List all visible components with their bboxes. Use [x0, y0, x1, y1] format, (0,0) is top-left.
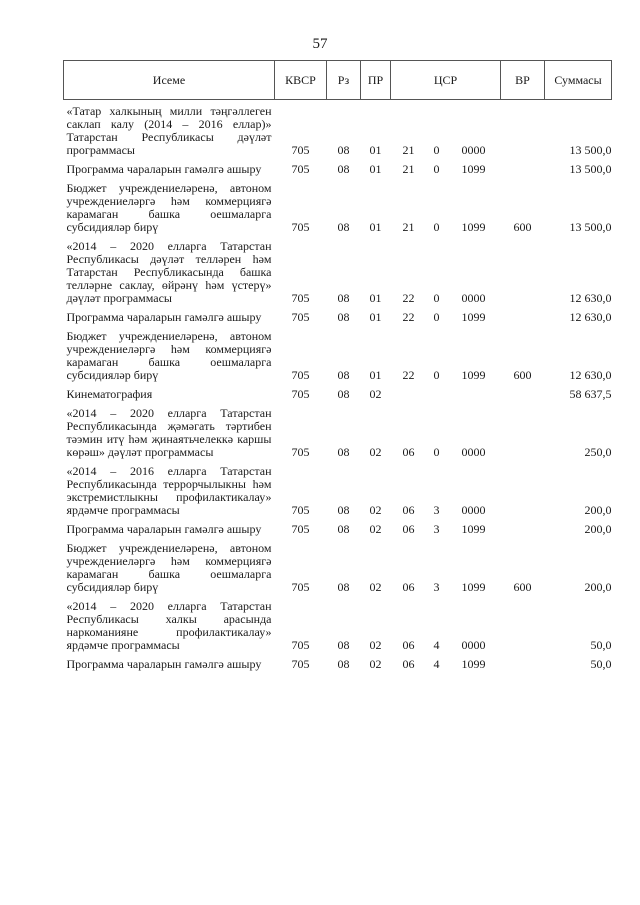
table-row	[64, 383, 612, 402]
cell-csr1: 21	[402, 220, 415, 234]
header-csr: ЦСР	[391, 61, 501, 100]
cell-csr3: 1099	[461, 657, 486, 671]
cell-vr: 600	[513, 220, 532, 234]
cell-vr	[501, 402, 545, 460]
cell-csr2: 3	[433, 580, 440, 594]
cell-name: Бюджет учреждениеләренә, автоном учреждениеләргә һәм коммерциягә карамаган башка оешмаларга субсидияләр бирү	[66, 329, 272, 382]
cell-pr: 02	[369, 445, 382, 459]
cell-sum: 12 630,0	[569, 310, 612, 324]
cell-rz: 08	[337, 143, 350, 157]
cell-name: «2014 – 2020 елларга Татарстан Республикасы халкы арасында наркоманияне профилактикалау» ярдәмче программасы	[66, 599, 272, 652]
cell-name: Кинематография	[66, 387, 153, 401]
cell-kvsr: 705	[291, 522, 310, 536]
budget-table	[63, 60, 612, 672]
header-sum: Суммасы	[545, 61, 612, 100]
cell-name: «Татар халкының милли тәңгәллеген саклап калу (2014 – 2016 еллар)» Татарстан Республикасы дәүләт программасы	[66, 104, 272, 157]
cell-name: «2014 – 2020 елларга Татарстан Республикасы дәүләт телләрен һәм Татарстан Республикасында башка телләрне саклау, өйрәнү һәм үстерү» дәүләт программасы	[66, 239, 272, 305]
cell-csr3: 0000	[461, 143, 486, 157]
cell-vr	[501, 383, 545, 402]
cell-csr2: 0	[433, 445, 440, 459]
table-row	[64, 158, 612, 177]
cell-kvsr: 705	[291, 580, 310, 594]
cell-csr3: 1099	[461, 522, 486, 536]
cell-vr	[501, 235, 545, 306]
cell-sum: 200,0	[584, 580, 612, 594]
cell-csr3: 1099	[461, 220, 486, 234]
cell-rz: 08	[337, 503, 350, 517]
cell-vr: 600	[513, 580, 532, 594]
header-kvsr: КВСР	[275, 61, 327, 100]
table-row	[64, 460, 612, 518]
cell-csr2: 0	[433, 162, 440, 176]
table-row	[64, 235, 612, 306]
table-row	[64, 402, 612, 460]
cell-pr: 01	[369, 143, 382, 157]
cell-rz: 08	[337, 387, 350, 401]
table-row	[64, 653, 612, 672]
cell-name: «2014 – 2016 елларга Татарстан Республикасында террорчылыкны һәм экстремистлыкны профилактикалау» ярдәмче программасы	[66, 464, 272, 517]
cell-kvsr: 705	[291, 220, 310, 234]
cell-vr	[501, 518, 545, 537]
cell-csr1: 06	[402, 657, 415, 671]
cell-csr2	[427, 383, 447, 402]
table-row	[64, 325, 612, 383]
cell-kvsr: 705	[291, 368, 310, 382]
cell-rz: 08	[337, 657, 350, 671]
cell-sum: 12 630,0	[569, 368, 612, 382]
cell-name: Программа чараларын гамәлгә ашыру	[66, 522, 262, 536]
cell-csr3: 0000	[461, 503, 486, 517]
cell-vr	[501, 306, 545, 325]
cell-rz: 08	[337, 162, 350, 176]
cell-kvsr: 705	[291, 291, 310, 305]
cell-csr1: 06	[402, 522, 415, 536]
cell-csr3: 1099	[461, 580, 486, 594]
cell-sum: 13 500,0	[569, 143, 612, 157]
header-pr: ПР	[361, 61, 391, 100]
cell-csr1: 06	[402, 638, 415, 652]
cell-kvsr: 705	[291, 310, 310, 324]
cell-kvsr: 705	[291, 657, 310, 671]
cell-csr1: 22	[402, 368, 415, 382]
header-vr: ВР	[501, 61, 545, 100]
cell-vr: 600	[513, 368, 532, 382]
cell-sum: 200,0	[584, 522, 612, 536]
cell-pr: 02	[369, 657, 382, 671]
cell-csr1: 06	[402, 580, 415, 594]
cell-csr2: 4	[433, 657, 440, 671]
cell-csr2: 0	[433, 368, 440, 382]
cell-rz: 08	[337, 638, 350, 652]
cell-rz: 08	[337, 368, 350, 382]
cell-pr: 01	[369, 291, 382, 305]
cell-vr	[501, 460, 545, 518]
cell-sum: 13 500,0	[569, 162, 612, 176]
cell-kvsr: 705	[291, 445, 310, 459]
cell-csr2: 0	[433, 291, 440, 305]
cell-rz: 08	[337, 310, 350, 324]
cell-csr3: 1099	[461, 310, 486, 324]
cell-pr: 01	[369, 162, 382, 176]
cell-csr3: 0000	[461, 638, 486, 652]
cell-csr2: 3	[433, 503, 440, 517]
cell-csr2: 0	[433, 143, 440, 157]
cell-pr: 01	[369, 310, 382, 324]
table-row	[64, 100, 612, 159]
cell-vr	[501, 653, 545, 672]
cell-csr2: 3	[433, 522, 440, 536]
cell-name: Бюджет учреждениеләренә, автоном учреждениеләргә һәм коммерциягә карамаган башка оешмаларга субсидияләр бирү	[66, 541, 272, 594]
cell-csr2: 0	[433, 310, 440, 324]
cell-rz: 08	[337, 445, 350, 459]
cell-csr1: 21	[402, 143, 415, 157]
cell-csr1: 22	[402, 310, 415, 324]
cell-vr	[501, 100, 545, 159]
cell-pr: 02	[369, 580, 382, 594]
cell-pr: 02	[369, 503, 382, 517]
cell-name: Программа чараларын гамәлгә ашыру	[66, 310, 262, 324]
cell-name: Бюджет учреждениеләренә, автоном учреждениеләргә һәм коммерциягә карамаган башка оешмаларга субсидияләр бирү	[66, 181, 272, 234]
cell-kvsr: 705	[291, 503, 310, 517]
cell-kvsr: 705	[291, 143, 310, 157]
cell-sum: 13 500,0	[569, 220, 612, 234]
header-name: Исеме	[64, 61, 275, 100]
cell-pr: 02	[369, 387, 382, 401]
page-number: 57	[312, 36, 328, 52]
cell-name: Программа чараларын гамәлгә ашыру	[66, 162, 262, 176]
cell-sum: 58 637,5	[569, 387, 612, 401]
cell-pr: 02	[369, 522, 382, 536]
cell-csr3	[447, 383, 501, 402]
cell-sum: 12 630,0	[569, 291, 612, 305]
cell-sum: 50,0	[590, 657, 612, 671]
cell-rz: 08	[337, 580, 350, 594]
cell-rz: 08	[337, 522, 350, 536]
cell-csr3: 1099	[461, 368, 486, 382]
cell-csr1: 06	[402, 445, 415, 459]
cell-csr1	[391, 383, 427, 402]
cell-csr3: 0000	[461, 445, 486, 459]
cell-vr	[501, 158, 545, 177]
table-row	[64, 595, 612, 653]
cell-name: Программа чараларын гамәлгә ашыру	[66, 657, 262, 671]
table-row	[64, 518, 612, 537]
cell-csr1: 21	[402, 162, 415, 176]
cell-rz: 08	[337, 220, 350, 234]
cell-kvsr: 705	[291, 162, 310, 176]
cell-csr3: 0000	[461, 291, 486, 305]
cell-csr2: 0	[433, 220, 440, 234]
table-header-row	[64, 61, 612, 100]
cell-pr: 02	[369, 638, 382, 652]
cell-kvsr: 705	[291, 638, 310, 652]
table-row	[64, 177, 612, 235]
cell-vr	[501, 595, 545, 653]
cell-csr1: 22	[402, 291, 415, 305]
cell-sum: 200,0	[584, 503, 612, 517]
cell-name: «2014 – 2020 елларга Татарстан Республикасында җәмәгать тәртибен тәэмин итү һәм җинаятьчелеккә каршы көрәш» дәүләт программасы	[66, 406, 272, 459]
cell-rz: 08	[337, 291, 350, 305]
cell-csr1: 06	[402, 503, 415, 517]
cell-csr3: 1099	[461, 162, 486, 176]
table-row	[64, 306, 612, 325]
cell-sum: 250,0	[584, 445, 612, 459]
header-rz: Рз	[327, 61, 361, 100]
cell-pr: 01	[369, 220, 382, 234]
cell-pr: 01	[369, 368, 382, 382]
cell-sum: 50,0	[590, 638, 612, 652]
table-row	[64, 537, 612, 595]
cell-csr2: 4	[433, 638, 440, 652]
cell-kvsr: 705	[291, 387, 310, 401]
